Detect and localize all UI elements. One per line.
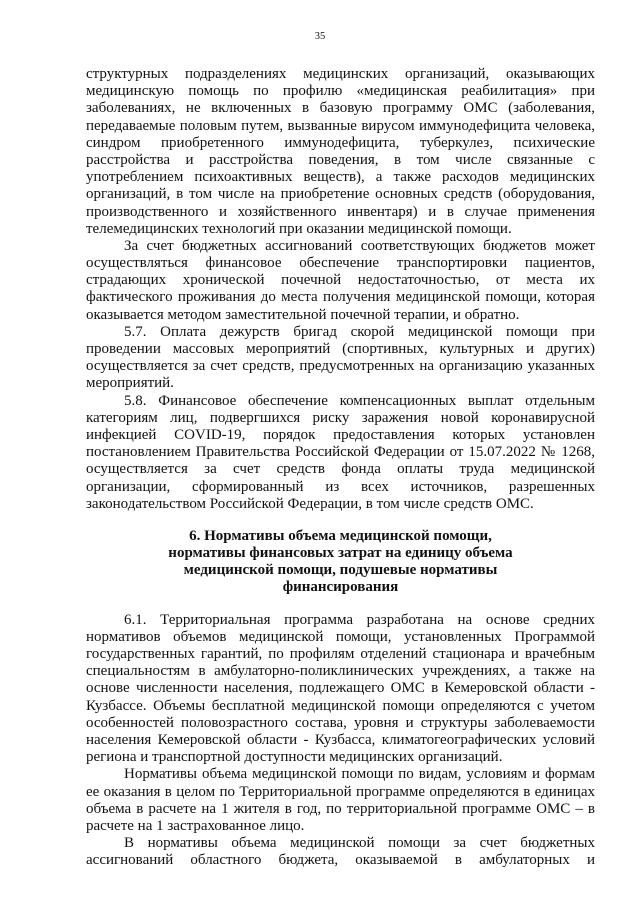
text-line: производственного и хозяйственного инвентаря) и в случае применения (86, 203, 595, 220)
paragraph (86, 766, 595, 835)
text-line: страдающих хронической почечной недостаточностью, от места их (86, 272, 595, 289)
text-line: нормативов объемов медицинской помощи, установленных Программой (86, 628, 595, 645)
text-line: осуществляться финансовое обеспечение транспортировки пациентов, (86, 255, 595, 272)
heading-line: финансирования (282, 579, 399, 596)
page-number: 35 (314, 31, 326, 42)
text-line: расчете на 1 застрахованное лицо. (86, 817, 305, 834)
text-line: 6.1. Территориальная программа разработана на основе средних (124, 611, 595, 628)
text-line: организации, сформированный из всех источников, разрешенных (86, 478, 595, 495)
text-line: синдром приобретенного иммунодефицита, туберкулез, психические (86, 134, 595, 151)
paragraph (86, 238, 595, 324)
text-line: заболеваниях, не включенных в базовую программу ОМС (заболевания, (86, 100, 595, 117)
text-line: расстройства и расстройства поведения, в том числе связанные с (86, 151, 595, 168)
text-line: употреблением психоактивных веществ), а также расходов медицинских (86, 169, 595, 186)
text-line: ассигнований областного бюджета, оказываемой в амбулаторных и (86, 852, 595, 869)
text-line: 5.7. Оплата дежурств бригад скорой медицинской помощи при (124, 323, 595, 340)
text-line: телемедицинских технологий при оказании медицинской помощи. (86, 220, 512, 237)
paragraph (86, 324, 595, 393)
top-paragraphs (86, 66, 595, 513)
text-line: Нормативы объема медицинской помощи по видам, условиям и формам (124, 766, 595, 783)
document-body (86, 66, 595, 869)
text-line: проведении массовых мероприятий (спортивных, культурных и других) (86, 341, 595, 357)
text-line: фактического проживания до места получения медицинской помощи, которая (86, 289, 595, 306)
text-line: медицинскую помощь по профилю «медицинская реабилитация» при (86, 83, 595, 100)
paragraph (86, 66, 595, 238)
text-line: постановлением Правительства Российской Федерации от 15.07.2022 № 1268, (86, 444, 595, 461)
text-line: специальностям в амбулаторно-поликлинических учреждениях, а также на (86, 663, 595, 680)
heading-line: медицинской помощи, подушевые нормативы (183, 562, 498, 579)
text-line: объема в расчете на 1 жителя в год, по территориальной программе ОМС – в (86, 800, 595, 817)
section-heading (86, 528, 595, 597)
text-line: региона и транспортной доступности медицинских организаций. (86, 749, 503, 766)
bottom-paragraphs (86, 612, 595, 870)
paragraph (86, 835, 595, 869)
text-line: инфекцией COVID-19, порядок предоставления которых установлен (86, 426, 595, 443)
text-line: В нормативы объема медицинской помощи за счет бюджетных (124, 835, 595, 852)
text-line: структурных подразделениях медицинских организаций, оказывающих (86, 66, 595, 82)
text-line: ее оказания в целом по Территориальной программе определяются в единицах (86, 783, 595, 800)
heading-line: нормативы финансовых затрат на единицу объема (168, 545, 513, 562)
paragraph (86, 612, 595, 767)
text-line: организаций, в том числе на приобретение основных средств (оборудования, (86, 186, 595, 203)
text-line: особенностей половозрастного состава, уровня и структуры заболеваемости (86, 714, 595, 731)
text-line: оказывается методом заместительной почечной терапии, и обратно. (86, 306, 520, 323)
text-line: 5.8. Финансовое обеспечение компенсационных выплат отдельным (124, 392, 595, 409)
text-line: категориям лиц, подвергшихся риску заражения новой коронавирусной (86, 409, 595, 426)
text-line: Кузбассе. Объемы бесплатной медицинской помощи определяются с учетом (86, 697, 595, 714)
paragraph (86, 393, 595, 513)
text-line: законодательством Российской Федерации, в том числе средств ОМС. (86, 495, 534, 512)
text-line: осуществляется за счет средств фонда оплаты труда медицинской (86, 461, 595, 478)
text-line: мероприятий. (86, 375, 174, 392)
text-line: населения Кемеровской области - Кузбасса, климатогеографических условий (86, 731, 595, 748)
text-line: За счет бюджетных ассигнований соответствующих бюджетов может (124, 237, 595, 254)
text-line: основе численности населения, подлежащего ОМС в Кемеровской области - (86, 680, 595, 697)
text-line: государственных гарантий, по профилям отделений стационара и врачебным (86, 646, 595, 662)
heading-line: 6. Нормативы объема медицинской помощи, (189, 527, 492, 544)
text-line: осуществляется за счет средств, предусмотренных на организацию указанных (86, 358, 595, 375)
text-line: передаваемые половым путем, вызванные вирусом иммунодефицита человека, (86, 117, 595, 134)
